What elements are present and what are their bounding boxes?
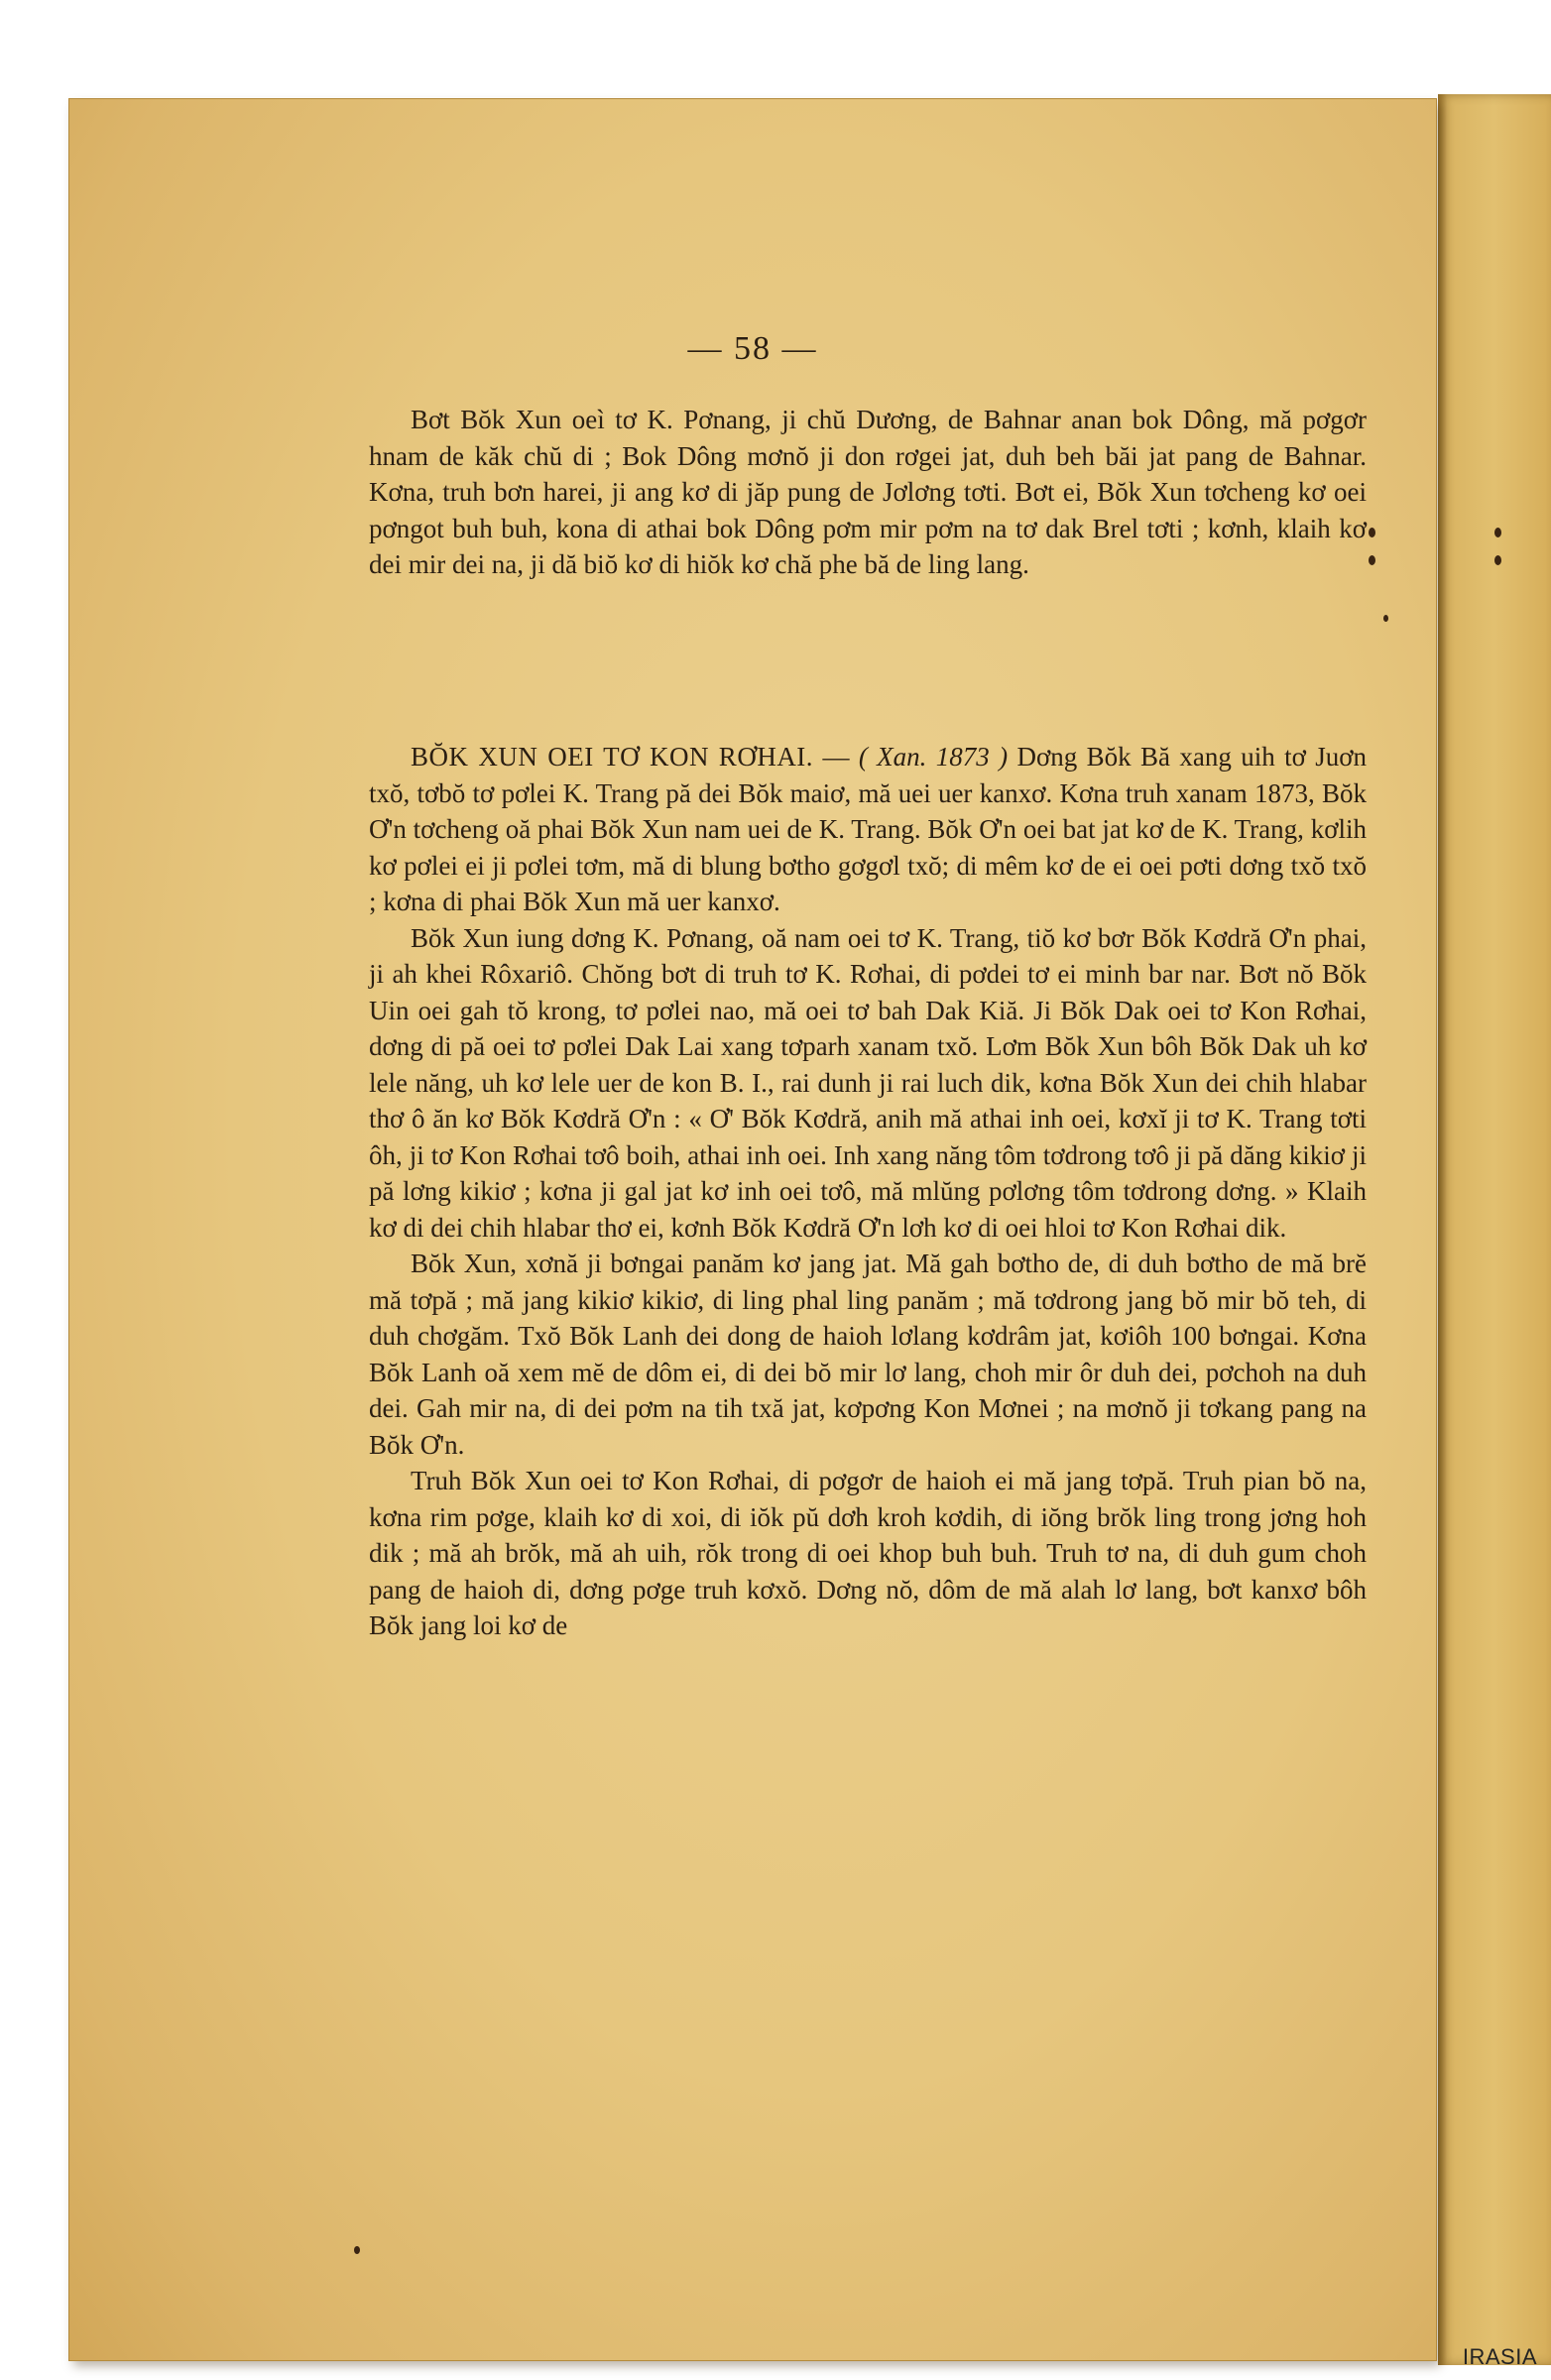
section-date: ( Xan. 1873 ) <box>858 742 1009 772</box>
ink-blot <box>1369 555 1375 565</box>
book-page <box>69 99 1436 2360</box>
heading-dash: — <box>822 742 850 772</box>
ink-blot <box>1494 555 1501 565</box>
intro-paragraph: Bơt Bŏk Xun oeì tơ K. Pơnang, ji chŭ Dương, de Bahnar anan bok Dông, mă pơgơr hnam de kăk chŭ di ; Bok Dông mơnŏ ji don rơgei jat, duh beh băi jat pang de Bahnar. Kơna, truh bơn harei, ji ang kơ di jăp pung de Jơlơng tơti. Bơt ei, Bŏk Xun tơcheng kơ oei pơngot buh buh, kona di athai bok Dông pơm mir pơm na tơ dak Brel tơti ; kơnh, klaih kơ dei mir dei na, ji dă biŏ kơ di hiŏk kơ chă phe bă de ling lang. <box>369 405 1367 579</box>
paragraph-2: Bŏk Xun iung dơng K. Pơnang, oă nam oei tơ K. Trang, tiŏ kơ bơr Bŏk Kơdră Ơ'n phai, ji ah khei Rôxariô. Chŏng bơt di truh tơ K. Rơhai, di pơdei tơ ei minh bar nar. Bơt nŏ Bŏk Uin oei gah tŏ krong, tơ pơlei nao, mă oei tơ bah Dak Kiă. Ji Bŏk Dak oei tơ Kon Rơhai, dơng di pă oei tơ pơlei Dak Lai xang tơparh xanam txŏ. Lơm Bŏk Xun bôh Bŏk Dak uh kơ lele năng, uh kơ lele uer de kon B. I., rai dunh ji rai luch dik, kơna Bŏk Xun dei chih hlabar thơ ô ăn kơ Bŏk Kơdră Ơ'n : « Ơ' Bŏk Kơdră, anih mă athai inh oei, kơxĭ ji tơ K. Trang tơti ôh, ji tơ Kon Rơhai tơô boih, athai inh oei. Inh xang năng tôm tơdrong tơô ji pă dăng kikiơ ji pă lơng kikiơ ; kơna ji gal jat kơ inh oei tơô, mă mlŭng pơlơng tôm tơdrong dơng. » Klaih kơ di dei chih hlabar thơ ei, kơnh Bŏk Kơdră Ơ'n lơh kơ di oei hloi tơ Kon Rơhai dik. <box>369 922 1367 1243</box>
watermark: IRASIA <box>1462 2344 1537 2369</box>
ink-blot <box>354 2246 360 2254</box>
next-page-edge <box>1438 94 1551 2365</box>
ink-blot <box>1494 528 1501 537</box>
page-number: — 58 — <box>687 330 818 367</box>
section-first-paragraph <box>369 739 1367 920</box>
paragraph-1: Dơng Bŏk Bă xang uih tơ Juơn txŏ, tơbŏ tơ pơlei K. Trang pă dei Bŏk maiơ, mă uei uer kanxơ. Kơna truh xanam 1873, Bŏk Ơ'n tơcheng oă phai Bŏk Xun nam uei de K. Trang. Bŏk Ơ'n oei bat jat kơ de K. Trang, kơlih kơ pơlei ei ji pơlei tơm, mă di blung bơtho gơgơl txŏ; di mêm kơ de ei oei pơti dơng txŏ txŏ ; kơna di phai Bŏk Xun mă uer kanxơ. <box>369 742 1368 916</box>
section-heading: BŎK XUN OEI TƠ KON RƠHAI. <box>411 742 814 772</box>
ink-blot <box>1369 528 1375 537</box>
intro-block <box>369 402 1367 583</box>
section-block <box>369 739 1367 1644</box>
paragraph-3: Bŏk Xun, xơnă ji bơngai panăm kơ jang jat. Mă gah bơtho de, di duh bơtho de mă brĕ mă tơpă ; mă jang kikiơ kikiơ, di ling phal ling panăm ; mă tơdrong jang bŏ mir bŏ teh, di duh chơgăm. Txŏ Bŏk Lanh dei dong de haioh lơlang kơdrâm jat, kơiôh 100 bơngai. Kơna Bŏk Lanh oă xem mĕ de dôm ei, di dei bŏ mir lơ lang, choh mir ôr duh dei, pơchoh na duh dei. Gah mir na, di dei pơm na tih txă jat, kơpơng Kon Mơnei ; na mơnŏ ji tơkang pang na Bŏk Ơ'n. <box>369 1249 1367 1460</box>
paragraph-4: Truh Bŏk Xun oei tơ Kon Rơhai, di pơgơr de haioh ei mă jang tơpă. Truh pian bŏ na, kơna rim pơge, klaih kơ di xoi, di iŏk pŭ dơh kroh kơdih, di iŏng brŏk ling trong jơng hoh dik ; mă ah brŏk, mă ah uih, rŏk trong di oei khop buh buh. Truh tơ na, di duh gum choh pang de haioh di, dơng pơge truh kơxŏ. Dơng nŏ, dôm de mă alah lơ lang, bơt kanxơ bôh Bŏk jang loi kơ de <box>369 1466 1367 1640</box>
ink-blot <box>1383 615 1388 622</box>
